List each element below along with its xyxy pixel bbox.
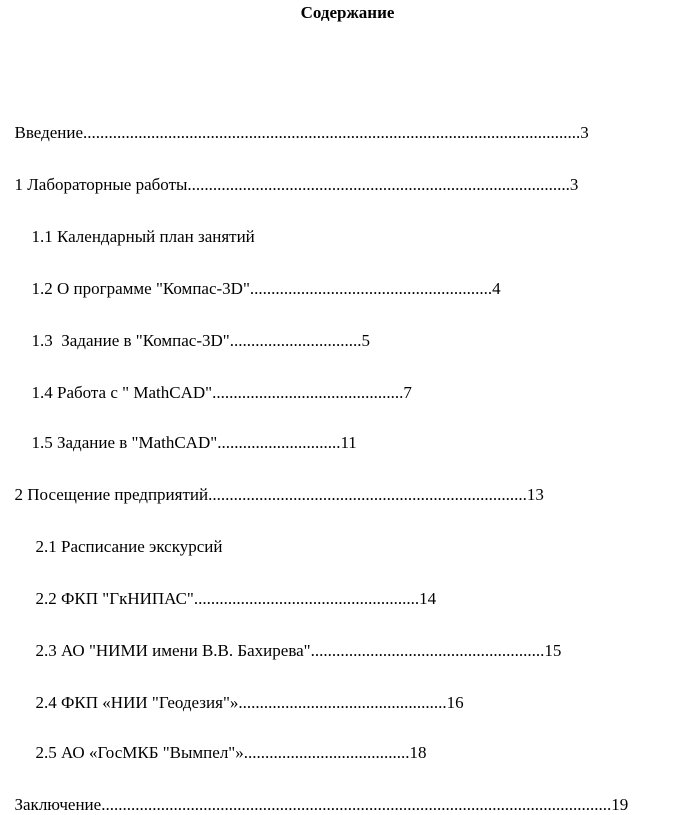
toc-entry-leader: .............................: [217, 433, 341, 452]
toc-entry-text: 1.2 О программе "Компас-3D": [31, 279, 250, 298]
toc-entry-page: 3: [580, 123, 589, 142]
toc-entry-leader: .....................................................................................................................: [83, 123, 581, 142]
toc-entry-leader: .......................................: [243, 743, 410, 762]
toc-title: Содержание: [300, 3, 395, 22]
toc-entry-text: 2.5 АО «ГосМКБ "Вымпел"»: [35, 743, 244, 762]
toc-entry-introduction: [6, 103, 589, 143]
toc-entry-leader: ..........................................................................................: [187, 175, 570, 194]
toc-entry-text: 2 Посещение предприятий: [14, 485, 209, 504]
toc-entry-leader: .......................................................: [310, 641, 545, 660]
toc-entry-2-4: [27, 673, 464, 713]
toc-entry-page: 16: [446, 693, 464, 712]
toc-entry-1-2: [23, 259, 501, 299]
toc-entry-page: 11: [340, 433, 357, 452]
toc-entry-1-1: [23, 207, 255, 247]
toc-entry-leader: ...........................................................................: [208, 485, 527, 504]
toc-entry-page: 7: [403, 383, 412, 402]
toc-entry-page: 14: [419, 589, 437, 608]
toc-entry-leader: ........................................................................................................................: [101, 795, 612, 814]
toc-entry-page: 15: [544, 641, 562, 660]
toc-entry-1-4: [23, 363, 412, 403]
toc-entry-enterprise-visits: [6, 465, 544, 505]
toc-entry-page: 5: [361, 331, 370, 350]
toc-entry-text: 2.2 ФКП "ГкНИПАС": [35, 589, 194, 608]
toc-entry-page: 4: [492, 279, 501, 298]
toc-entry-leader: .............................................: [212, 383, 404, 402]
toc-entry-lab-works: [6, 155, 578, 195]
toc-entry-leader: .........................................................: [249, 279, 493, 298]
toc-entry-text: 1.4 Работа с " MathCAD": [31, 383, 213, 402]
toc-entry-text: Введение: [14, 123, 84, 142]
toc-entry-text: 2.4 ФКП «НИИ "Геодезия"»: [35, 693, 239, 712]
toc-entry-leader: .....................................................: [193, 589, 420, 608]
toc-entry-text: 1.3 Задание в "Компас-3D": [31, 331, 230, 350]
toc-entry-page: 13: [526, 485, 544, 504]
toc-entry-2-1: [27, 517, 222, 557]
toc-entry-text: 1 Лабораторные работы: [14, 175, 188, 194]
toc-entry-page: 19: [611, 795, 629, 814]
toc-entry-text: 2.3 АО "НИМИ имени В.В. Бахирева": [35, 641, 311, 660]
toc-entry-leader: ...............................: [229, 331, 362, 350]
toc-entry-leader: .................................................: [238, 693, 447, 712]
toc-entry-1-5: [23, 413, 357, 453]
toc-entry-page: 3: [569, 175, 579, 194]
toc-entry-1-3: [23, 311, 370, 351]
toc-entry-2-5: [27, 723, 427, 763]
toc-entry-2-3: [27, 621, 561, 661]
toc-entry-text: 2.1 Расписание экскурсий: [35, 537, 223, 556]
toc-entry-page: 18: [409, 743, 427, 762]
toc-entry-text: 1.1 Календарный план занятий: [31, 227, 255, 246]
toc-entry-text: 1.5 Задание в "MathCAD": [31, 433, 218, 452]
toc-entry-text: Заключение: [14, 795, 102, 814]
toc-entry-2-2: [27, 569, 436, 609]
toc-entry-conclusion: [6, 775, 628, 815]
